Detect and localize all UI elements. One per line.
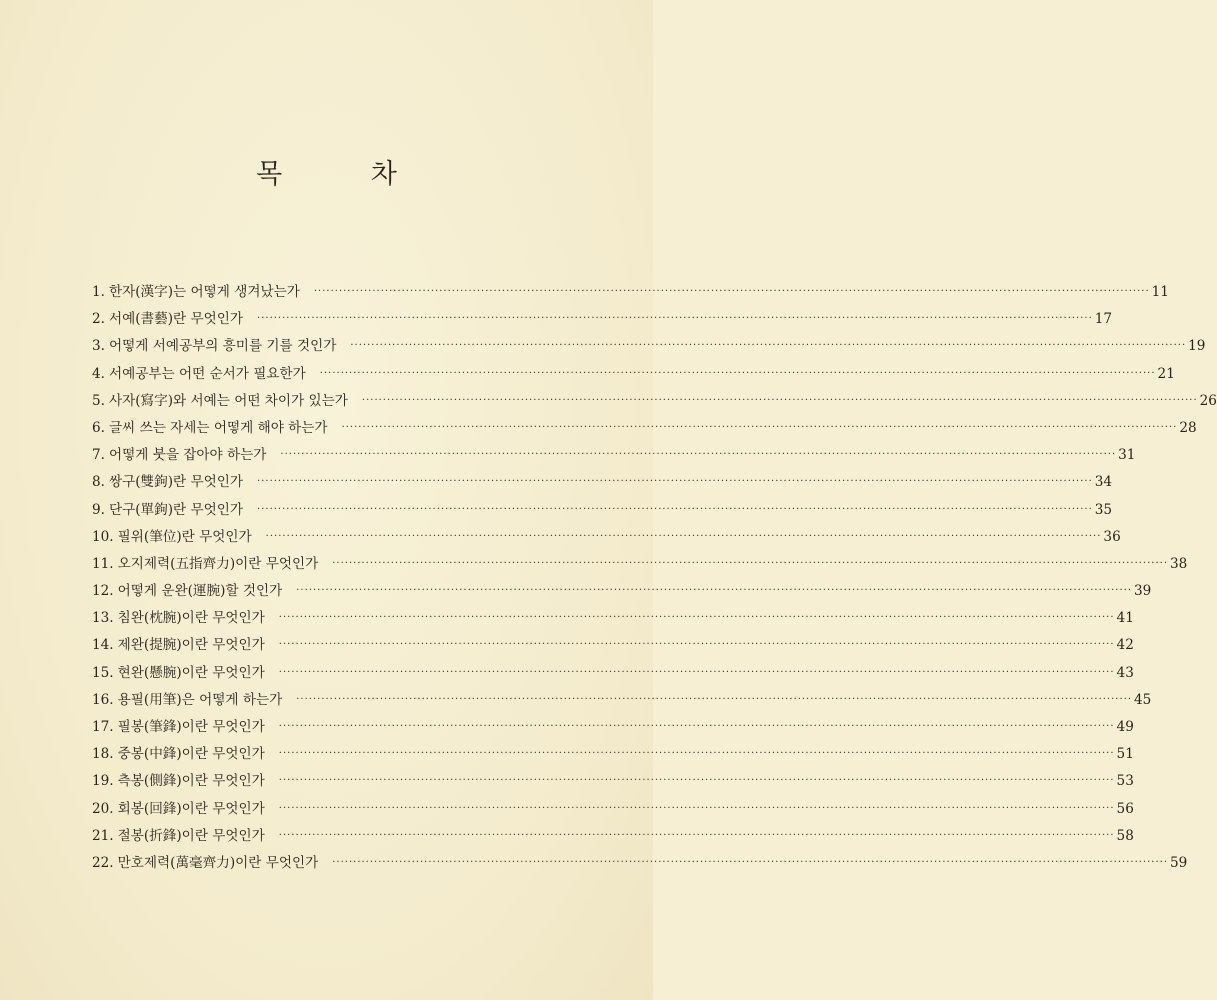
toc-entry-number: 4. [92,365,105,382]
toc-leader-dots: ········································································································································································································ [341,421,1178,433]
toc-entry [92,632,1134,659]
toc-entry-page-number: 26 [1199,392,1217,409]
toc-entry [92,333,1206,360]
toc-entry-number: 12. [92,583,114,600]
toc-entry [92,388,1217,415]
toc-entry-number: 2. [92,311,105,328]
toc-entry-page-number: 34 [1094,474,1113,491]
toc-entry-number: 20. [92,800,114,817]
toc-entry-title: 필위(筆位)란 무엇인가 [117,528,252,545]
toc-leader-dots: ········································································································································································································ [257,476,1093,488]
toc-entry-number: 16. [92,691,114,708]
toc-entry-page-number: 31 [1118,447,1136,464]
toc-leader-dots: ········································································································································································································ [278,612,1115,624]
toc-entry-number: 11. [92,555,114,572]
toc-leader-dots: ········································································································································································································ [278,829,1115,841]
toc-leader-dots: ········································································································································································································ [257,313,1093,325]
toc-leader-dots: ········································································································································································································ [265,530,1102,542]
toc-leader-dots: ········································································································································································································ [257,503,1093,515]
toc-entry-number: 8. [92,474,105,491]
toc-leader-dots: ········································································································································································································ [313,286,1150,297]
toc-entry-number: 3. [92,338,105,355]
toc-entry-page-number: 45 [1134,691,1152,708]
toc-entry [92,741,1134,768]
toc-entry-title: 사자(寫字)와 서예는 어떤 차이가 있는가 [108,392,348,409]
toc-leader-dots: ········································································································································································································ [296,585,1132,597]
toc-leader-dots: ········································································································································································································ [278,666,1115,678]
toc-entry-title: 만호제력(萬毫齊力)이란 무엇인가 [117,854,319,871]
toc-entry [92,714,1134,741]
toc-entry-page-number: 51 [1116,746,1134,763]
toc-entry [92,279,1169,306]
toc-entry-title: 필봉(筆鋒)이란 무엇인가 [117,719,265,735]
toc-entry-number: 15. [92,664,114,681]
toc-entry-number: 9. [92,501,105,518]
toc-entry-title: 절봉(折鋒)이란 무엇인가 [117,827,265,844]
toc-entry-title: 오지제력(五指齊力)이란 무엇인가 [117,555,319,572]
toc-entry-number: 13. [92,610,114,627]
toc-entry-title: 어떻게 붓을 잡아야 하는가 [108,447,267,464]
toc-entry [92,768,1134,795]
toc-entry-number: 5. [92,392,105,409]
toc-entry-title: 어떻게 운완(運腕)할 것인가 [117,583,283,600]
toc-leader-dots: ········································································································································································································ [319,367,1156,379]
toc-entry [92,361,1175,388]
toc-entry-title: 현완(懸腕)이란 무엇인가 [117,664,265,681]
toc-entry-page-number: 58 [1116,827,1134,844]
toc-entry-page-number: 49 [1116,719,1134,735]
toc-entry-title: 중봉(中鋒)이란 무엇인가 [117,746,265,763]
toc-entry [92,687,1152,714]
toc-leader-dots: ········································································································································································································ [278,748,1115,760]
toc-entry-number: 17. [92,719,114,735]
toc-entry-page-number: 53 [1116,773,1134,790]
toc-entry-page-number: 38 [1170,555,1188,572]
toc-entry [92,796,1134,823]
toc-entry-number: 6. [92,419,105,436]
toc-entry-page-number: 56 [1116,800,1134,817]
toc-leader-dots: ········································································································································································································ [280,449,1117,461]
toc-leader-dots: ········································································································································································································ [296,693,1132,705]
toc-entry-title: 한자(漢字)는 어떻게 생겨났는가 [108,284,300,300]
toc-entry [92,306,1113,333]
toc-entry-number: 10. [92,528,114,545]
toc-entry-number: 14. [92,637,114,654]
toc-entry-page-number: 41 [1116,610,1134,627]
toc-entry [92,823,1134,850]
toc-entry-title: 회봉(回鋒)이란 무엇인가 [117,800,265,817]
toc-entry [92,469,1113,496]
toc-entry-page-number: 35 [1094,501,1113,518]
toc-entry-page-number: 59 [1170,854,1188,871]
toc-leader-dots: ········································································································································································································ [332,856,1168,868]
toc-entry [92,578,1152,605]
toc-leader-dots: ········································································································································································································ [278,721,1115,732]
toc-entry-page-number: 28 [1179,419,1197,436]
toc-entry-page-number: 42 [1116,637,1134,654]
toc-entry-number: 21. [92,827,114,844]
toc-entry [92,605,1134,632]
toc-entry-page-number: 17 [1094,311,1113,328]
toc-entry [92,524,1121,551]
toc-entry-title: 단구(單鉤)란 무엇인가 [108,501,244,518]
toc-entry [92,551,1188,578]
toc-entry [92,442,1136,469]
toc-entry [92,415,1197,442]
toc-entry-number: 19. [92,773,114,790]
toc-leader-dots: ········································································································································································································ [361,394,1198,406]
toc-entry-number: 1. [92,284,105,300]
toc-entry-page-number: 36 [1103,528,1121,545]
page-title: 목 차 [256,159,437,190]
toc-entry-title: 어떻게 서예공부의 흥미를 기를 것인가 [108,338,337,355]
toc-entry-number: 22. [92,854,114,871]
toc-entry [92,497,1113,524]
toc-entry-page-number: 43 [1116,664,1134,681]
toc-entry-title: 용필(用筆)은 어떻게 하는가 [117,691,283,708]
toc-entry-number: 7. [92,447,105,464]
toc-entry-title: 글씨 쓰는 자세는 어떻게 해야 하는가 [108,419,328,436]
toc-leader-dots: ········································································································································································································ [332,557,1168,569]
toc-leader-dots: ········································································································································································································ [350,340,1187,352]
toc-entry-page-number: 39 [1134,583,1152,600]
table-of-contents [92,279,1217,877]
toc-leader-dots: ········································································································································································································ [278,802,1115,814]
toc-entry-number: 18. [92,746,114,763]
toc-entry-page-number: 21 [1157,365,1175,382]
toc-entry [92,660,1134,687]
toc-leader-dots: ········································································································································································································ [278,639,1115,651]
toc-entry-title: 서예공부는 어떤 순서가 필요한가 [108,365,306,382]
toc-leader-dots: ········································································································································································································ [278,775,1115,787]
toc-entry-title: 침완(枕腕)이란 무엇인가 [117,610,265,627]
toc-entry-title: 서예(書藝)란 무엇인가 [108,311,244,328]
toc-entry [92,850,1188,877]
toc-entry-page-number: 19 [1188,338,1206,355]
toc-entry-title: 제완(提腕)이란 무엇인가 [117,637,265,654]
toc-entry-title: 측봉(側鋒)이란 무엇인가 [117,773,265,790]
toc-entry-page-number: 11 [1151,284,1169,300]
toc-entry-title: 쌍구(雙鉤)란 무엇인가 [108,474,244,491]
